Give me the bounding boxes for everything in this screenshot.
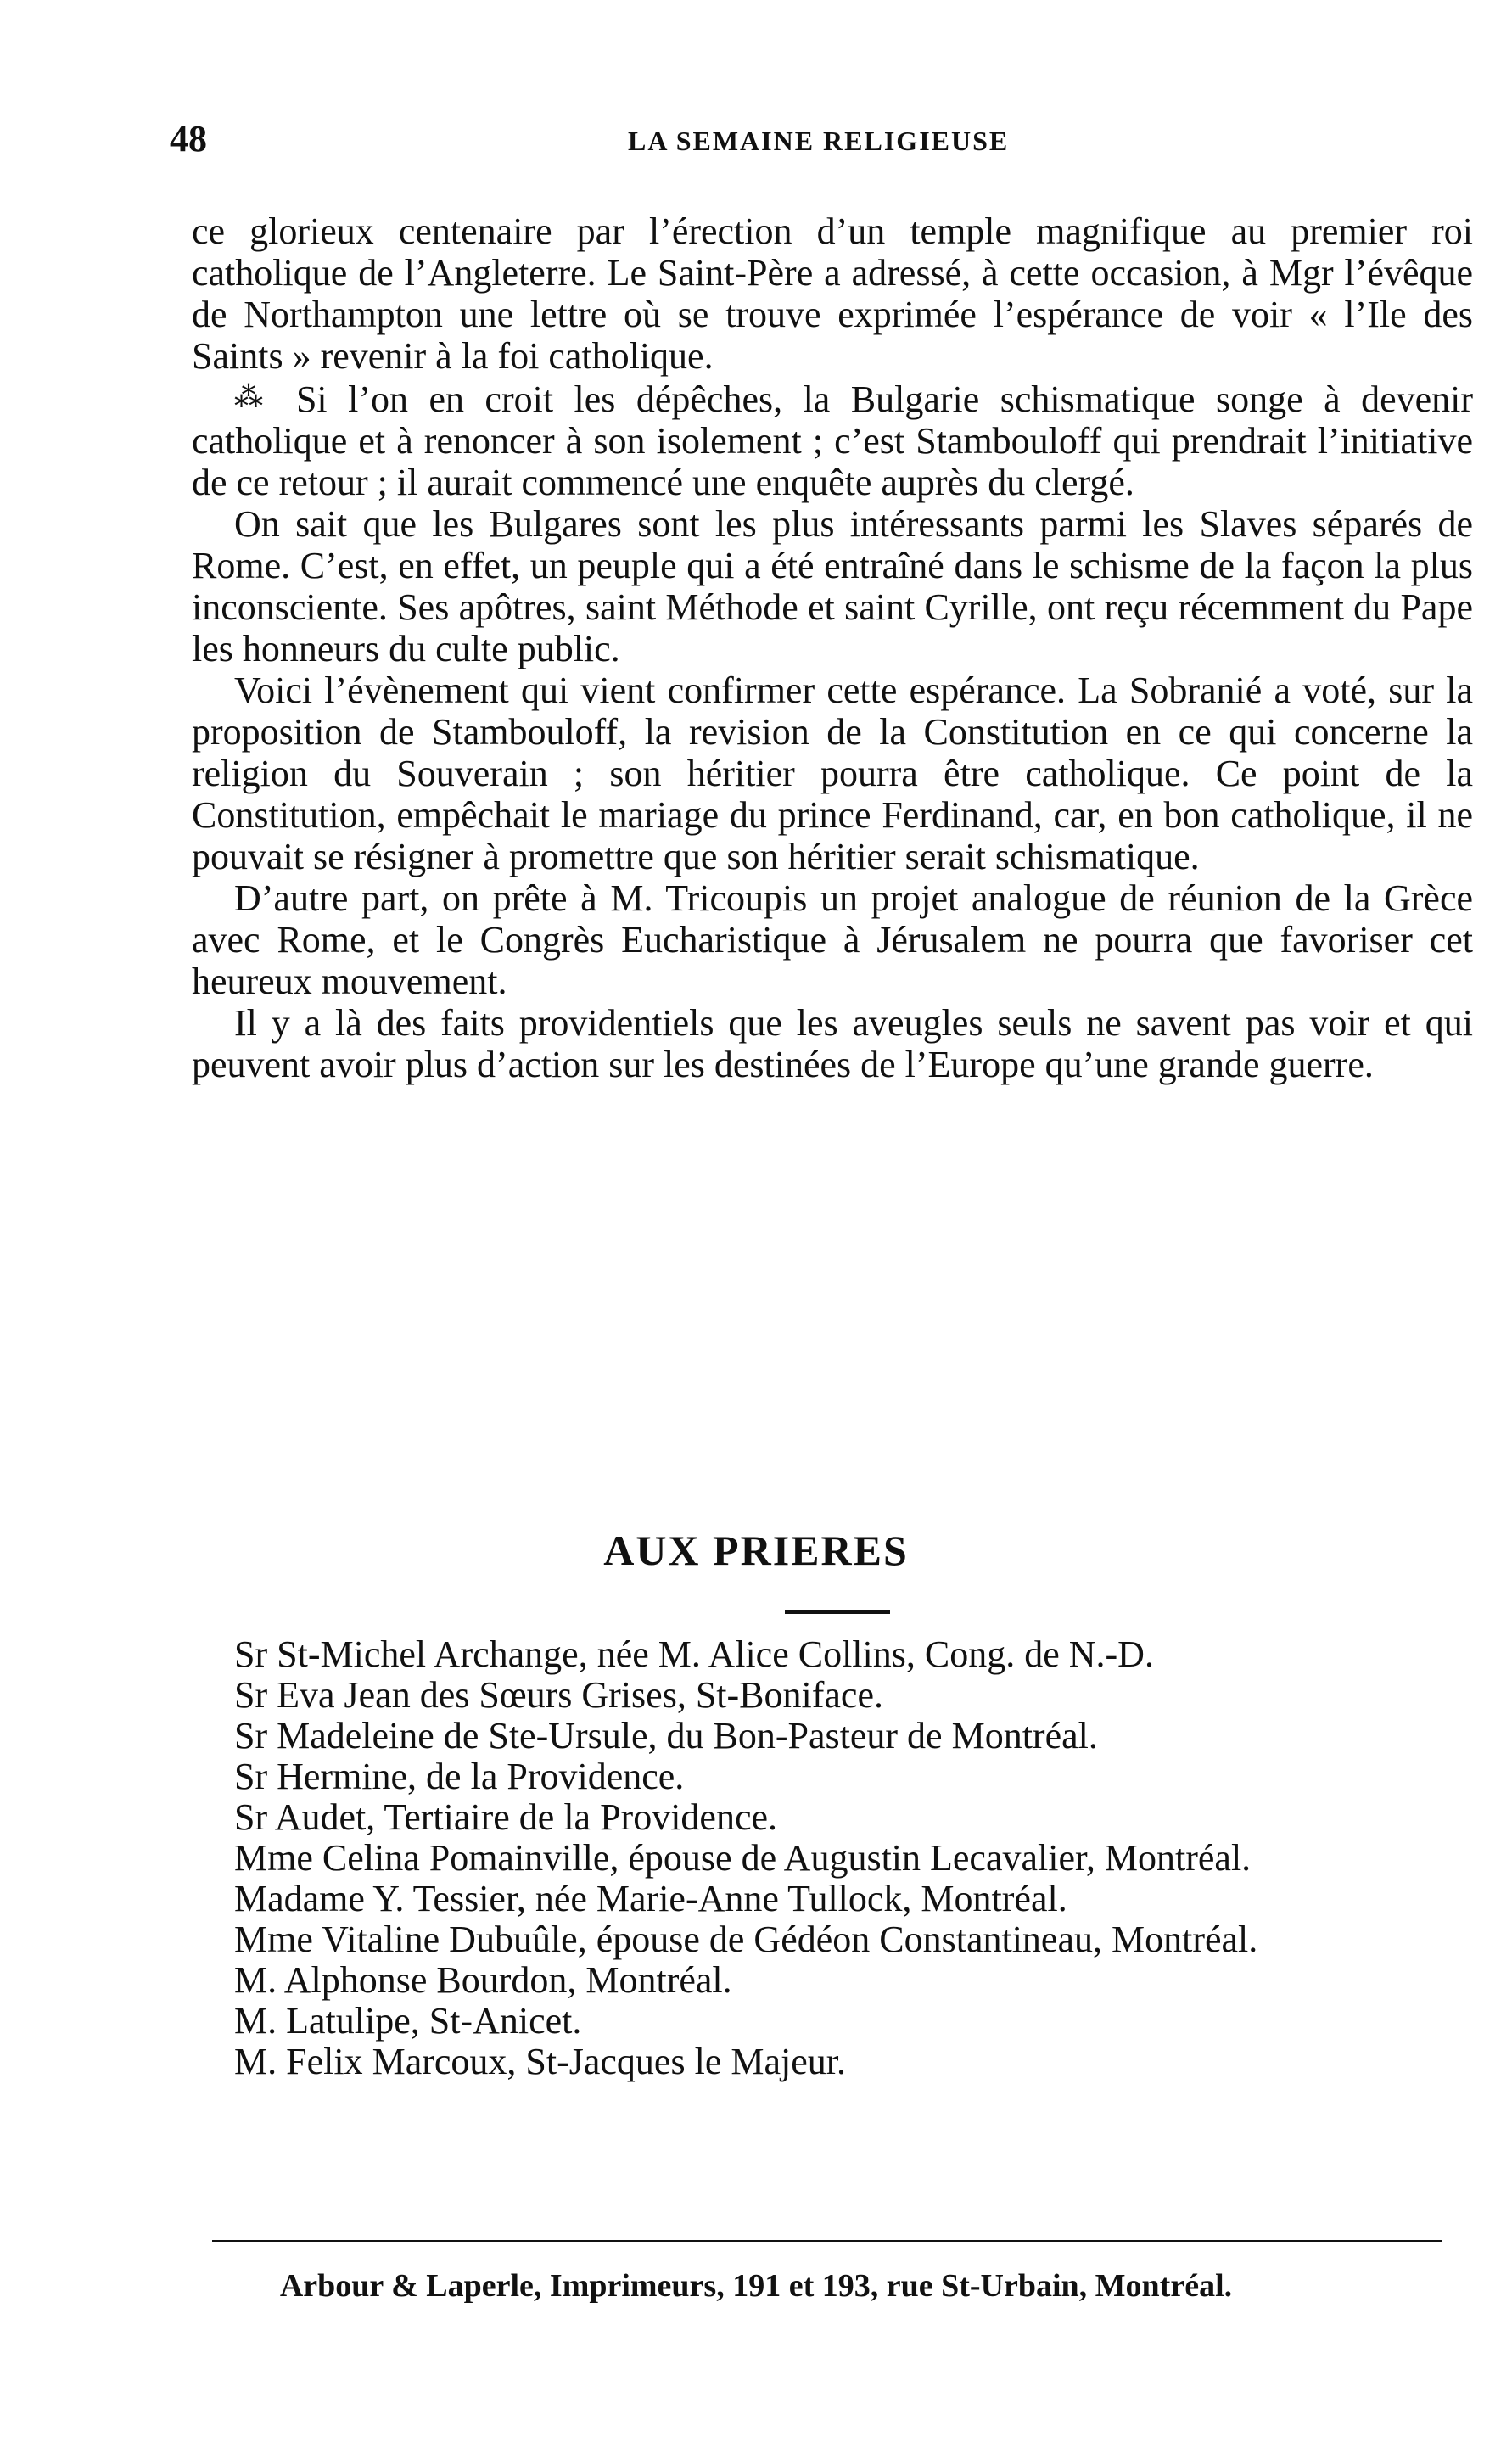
paragraph: On sait que les Bulgares sont les plus intéressants parmi les Slaves séparés de Rome. C’est, en effet, un peuple qui a été entraîné dans le schisme de la façon la plus inconsciente. Ses apôtres, saint Méthode et saint Cyrille, ont reçu récemment du Pape les honneurs du culte public. (192, 503, 1473, 669)
prayer-list (192, 1634, 1473, 2082)
list-item: Sr St-Michel Archange, née M. Alice Collins, Cong. de N.-D. (234, 1633, 1154, 1675)
list-item: M. Latulipe, St-Anicet. (234, 2000, 582, 2042)
paragraph: Il y a là des faits providentiels que les aveugles seuls ne savent pas voir et qui peuvent avoir plus d’action sur les destinées de l’Europe qu’une grande guerre. (192, 1002, 1473, 1085)
list-item: Mme Celina Pomainville, épouse de Augustin Lecavalier, Montréal. (234, 1837, 1252, 1879)
list-item: M. Alphonse Bourdon, Montréal. (234, 1959, 732, 2001)
list-item: Madame Y. Tessier, née Marie-Anne Tullock, Montréal. (234, 1878, 1067, 1919)
article-body (192, 210, 1473, 1085)
section-title: AUX PRIERES (603, 1526, 909, 1574)
page-number: 48 (170, 118, 207, 160)
paragraph: ce glorieux centenaire par l’érection d’un temple magnifique au premier roi catholique de l’Angleterre. Le Saint-Père a adressé, à cette occasion, à Mgr l’évêque de Northampton une lettre où se trouve exprimée l’espérance de voir « l’Ile des Saints » revenir à la foi catholique. (192, 210, 1473, 377)
printer-imprint: Arbour & Laperle, Imprimeurs, 191 et 193, rue St-Urbain, Montréal. (279, 2268, 1233, 2304)
section-divider (785, 1610, 890, 1614)
paragraph: Voici l’évènement qui vient confirmer cette espérance. La Sobranié a voté, sur la proposition de Stambouloff, la revision de la Constitution en ce qui concerne la religion du Souverain ; son héritier pourra être catholique. Ce point de la Constitution, empêchait le mariage du prince Ferdinand, car, en bon catholique, il ne pouvait se résigner à promettre que son héritier serait schismatique. (192, 669, 1473, 877)
asterism-ornament: ⁂ (234, 382, 276, 413)
list-item: Mme Vitaline Dubuûle, épouse de Gédéon Constantineau, Montréal. (234, 1919, 1258, 1960)
list-item: Sr Hermine, de la Providence. (234, 1756, 685, 1797)
paragraph: D’autre part, on prête à M. Tricoupis un projet analogue de réunion de la Grèce avec Rome, et le Congrès Eucharistique à Jérusalem ne pourra que favoriser cet heureux mouvement. (192, 877, 1473, 1002)
paragraph-with-asterism (192, 377, 1473, 503)
list-item: Sr Audet, Tertiaire de la Providence. (234, 1796, 778, 1838)
list-item: Sr Madeleine de Ste-Ursule, du Bon-Pasteur de Montréal. (234, 1715, 1098, 1756)
page-header (170, 117, 1493, 168)
list-item: Sr Eva Jean des Sœurs Grises, St-Boniface. (234, 1674, 883, 1716)
paragraph-text: Si l’on en croit les dépêches, la Bulgarie schismatique songe à devenir catholique et à renoncer à son isolement ; c’est Stambouloff qui prendrait l’initiative de ce retour ; il aurait commencé une enquête auprès du clergé. (192, 378, 1474, 503)
footer-divider (212, 2240, 1442, 2242)
list-item: M. Felix Marcoux, St-Jacques le Majeur. (234, 2041, 846, 2082)
running-title: LA SEMAINE RELIGIEUSE (628, 126, 1010, 156)
